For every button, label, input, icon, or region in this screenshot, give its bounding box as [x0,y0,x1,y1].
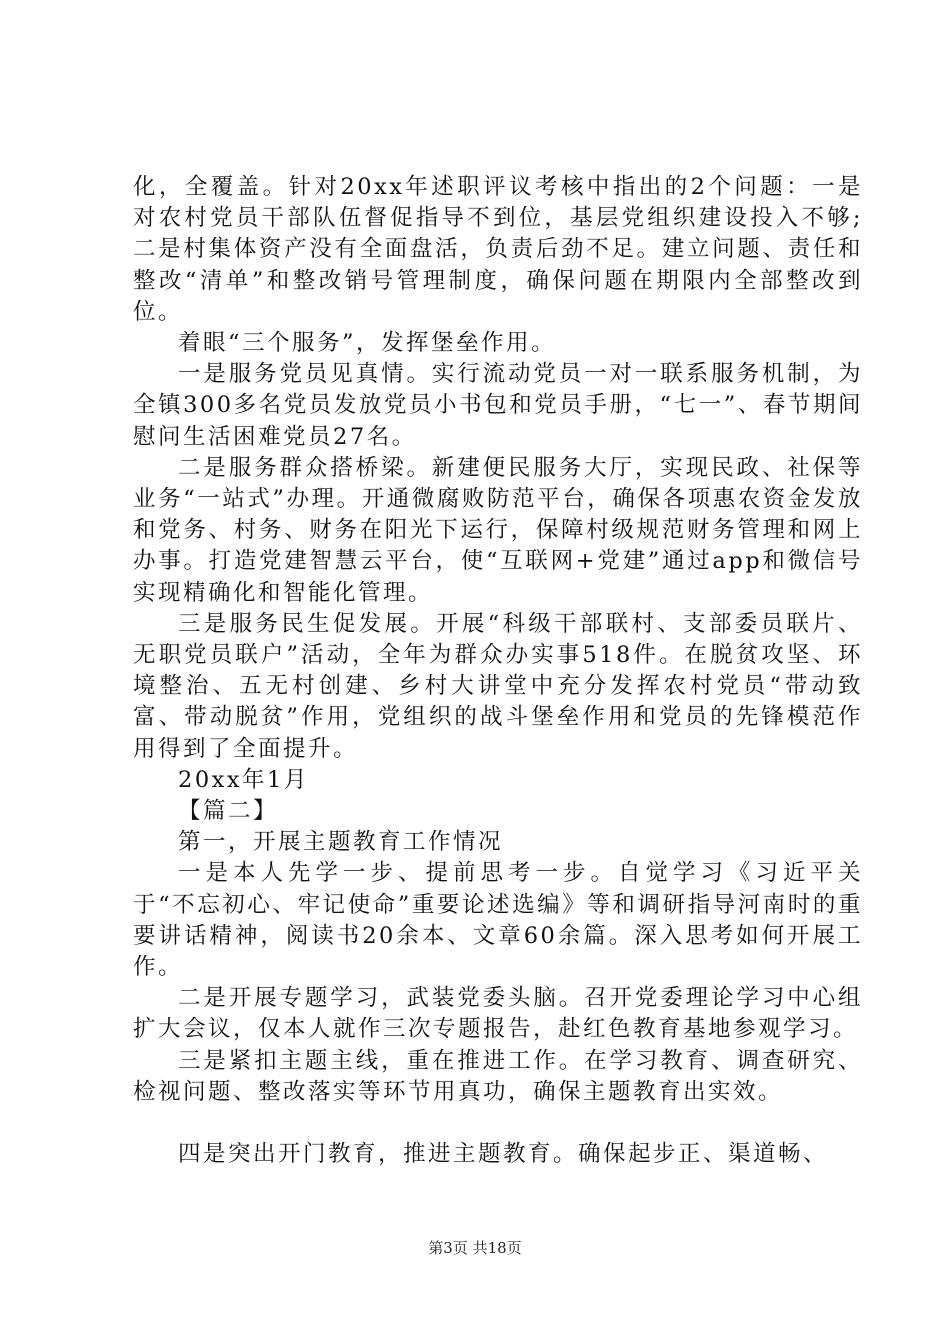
paragraph-study-first: 一是本人先学一步、提前思考一步。自觉学习《习近平关于“不忘初心、牢记使命”重要论述选编》等和调研指导河南时的重要讲话精神，阅读书20余本、文章60余篇。深入思考如何开展工作。 [133,860,863,981]
paragraph-serve-livelihood: 三是服务民生促发展。开展“科级干部联村、支部委员联片、无职党员联户”活动，全年为群众办实事518件。在脱贫攻坚、环境整治、五无村创建、乡村大讲堂中充分发挥农村党员“带动致富、带动脱贫”作用，党组织的战斗堡垒作用和党员的先锋模范作用得到了全面提升。 [133,610,863,762]
document-body [133,172,863,1170]
paragraph-main-line: 三是紧扣主题主线，重在推进工作。在学习教育、调查研究、检视问题、整改落实等环节用真功，确保主题教育出实效。 [133,1047,863,1105]
section-heading-part-two: 【篇二】 [178,798,279,825]
paragraph-serve-masses: 二是服务群众搭桥梁。新建便民服务大厅，实现民政、社保等业务“一站式”办理。开通微腐败防范平台，确保各项惠农资金发放和党务、村务、财务在阳光下运行，保障村级规范财务管理和网上办事。打造党建智慧云平台，使“互联网+党建”通过app和微信号实现精确化和智能化管理。 [133,454,863,606]
paragraph-first-theme-education: 第一，开展主题教育工作情况 [178,829,504,856]
paragraph-continuation: 化，全覆盖。针对20xx年述职评议考核中指出的2个问题：一是对农村党员干部队伍督促指导不到位，基层党组织建设投入不够;二是村集体资产没有全面盘活，负责后劲不足。建立问题、责任和整改“清单”和整改销号管理制度，确保问题在期限内全部整改到位。 [133,174,863,325]
paragraph-open-education: 四是突出开门教育，推进主题教育。确保起步正、渠道畅、 [178,1141,829,1168]
paragraph-date: 20xx年1月 [178,766,309,793]
paragraph-serve-party-members: 一是服务党员见真情。实行流动党员一对一联系服务机制，为全镇300多名党员发放党员小书包和党员手册，“七一”、春节期间慰问生活困难党员27名。 [133,361,863,450]
paragraph-three-services-heading: 着眼“三个服务”，发挥堡垒作用。 [178,330,557,357]
paragraph-special-study: 二是开展专题学习，武装党委头脑。召开党委理论学习中心组扩大会议，仅本人就作三次专题报告，赴红色教育基地参观学习。 [133,985,863,1043]
page-footer: 第3页 共18页 [428,1239,522,1257]
